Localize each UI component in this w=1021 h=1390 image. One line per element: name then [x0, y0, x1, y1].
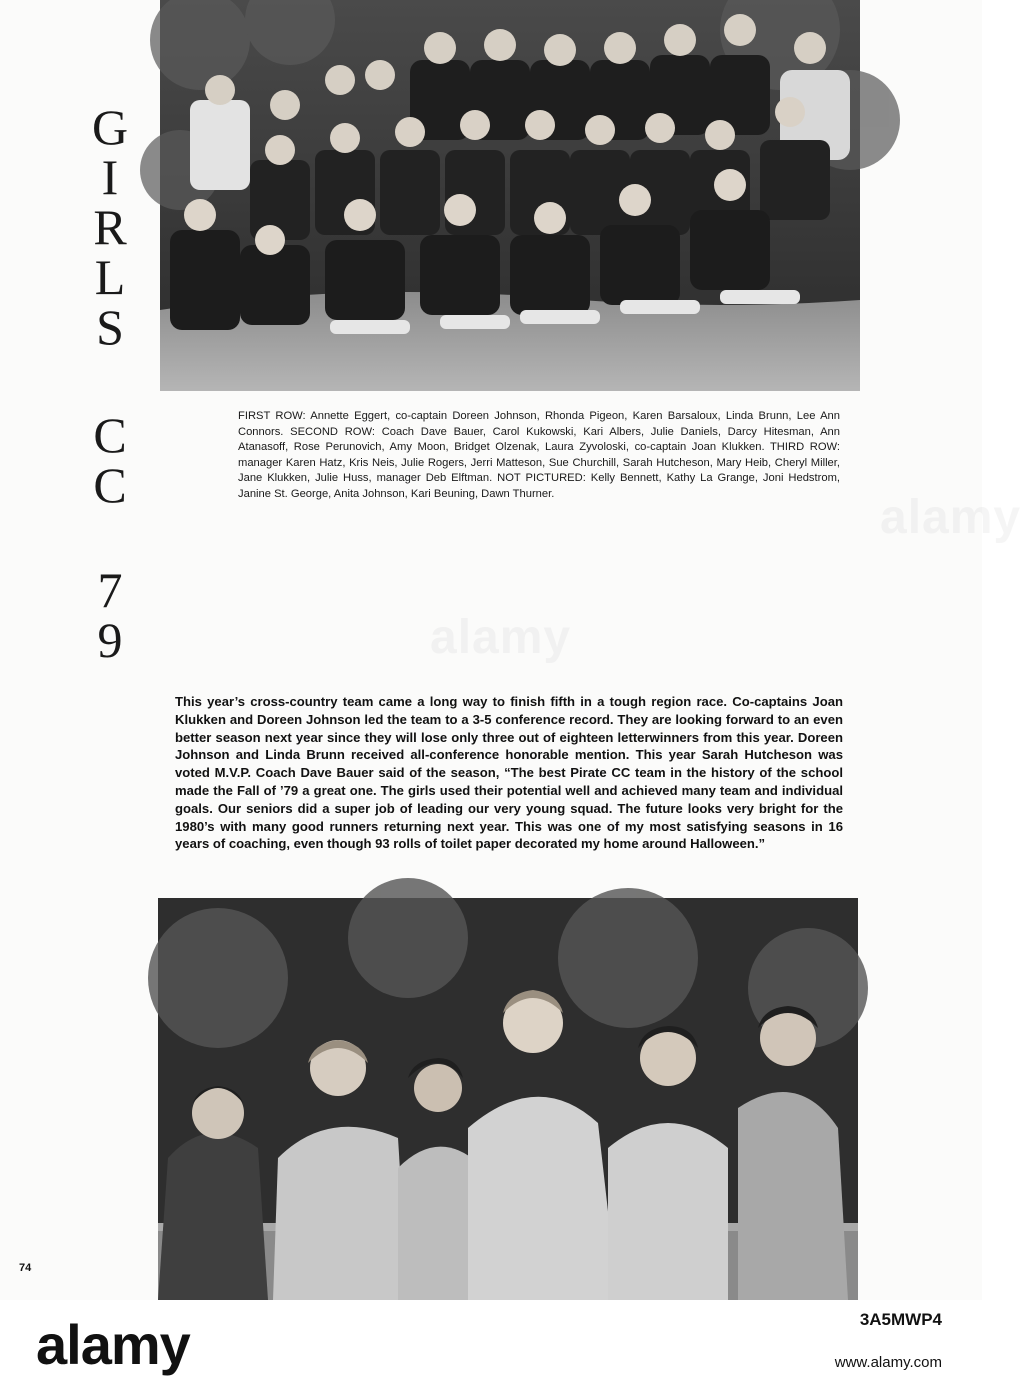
- photo-caption: FIRST ROW: Annette Eggert, co-captain Doreen Johnson, Rhonda Pigeon, Karen Barsaloux, Linda Brunn, Lee Ann Connors. SECOND ROW: Coach Dave Bauer, Carol Kukowski, Kari Albers, Julie Daniels, Darcy Hitesman, Ann Atanasoff, Rose Perunovich, Amy Moon, Bridget Olzenak, Laura Zyvoloski, co-captain Joan Klukken. THIRD ROW: manager Karen Hatz, Kris Neis, Julie Rogers, Jerri Matteson, Sue Churchill, Sarah Hutcheson, Mary Heib, Cheryl Miller, Jane Klukken, Julie Huss, manager Deb Elftman. NOT PICTURED: Kelly Bennett, Kathy La Grange, Joni Hedstrom, Janine St. George, Anita Johnson, Kari Beuning, Dawn Thurner.: [238, 410, 840, 500]
- title-letter-l: L: [94, 249, 126, 305]
- alamy-logo: alamy: [36, 1313, 190, 1376]
- team-group-photo: [160, 0, 860, 391]
- footer-url[interactable]: www.alamy.com: [834, 1354, 942, 1371]
- watermark: alamy: [880, 491, 1021, 544]
- team-members-sitting-photo: [158, 898, 858, 1300]
- page-number: 74: [19, 1262, 32, 1274]
- article-text: This year’s cross-country team came a long way to finish fifth in a tough region race. Co-captains Joan Klukken and Doreen Johnson led the team to a 3-5 conference record. They are looking forward to an even better season next year since they will lose only three out of eighteen letterwinners from this year. Doreen Johnson and Linda Brunn received all-conference honorable mention. This year Sarah Hutcheson was voted M.V.P. Coach Dave Bauer said of the season, “The best Pirate CC team in the history of the school made the Fall of ’79 a great one. The girls used their potential well and achieved many team and individual goals. Our seniors did a super job of leading our very young squad. The future looks very bright for the 1980’s with many good runners returning next year. This was one of my most satisfying seasons in 16 years of coaching, even though 93 rolls of toilet paper decorated my home around Halloween.”: [175, 694, 843, 852]
- title-digit-9: 9: [97, 612, 123, 668]
- title-letter-g: G: [91, 99, 129, 155]
- title-digit-7: 7: [97, 562, 123, 618]
- watermark: alamy: [430, 611, 572, 664]
- title-letter-r: R: [93, 199, 127, 255]
- title-letter-c1: C: [93, 407, 127, 463]
- title-letter-s: S: [96, 299, 124, 355]
- image-id: 3A5MWP4: [859, 1310, 942, 1329]
- title-letter-i: I: [101, 149, 119, 205]
- title-letter-c2: C: [93, 457, 127, 513]
